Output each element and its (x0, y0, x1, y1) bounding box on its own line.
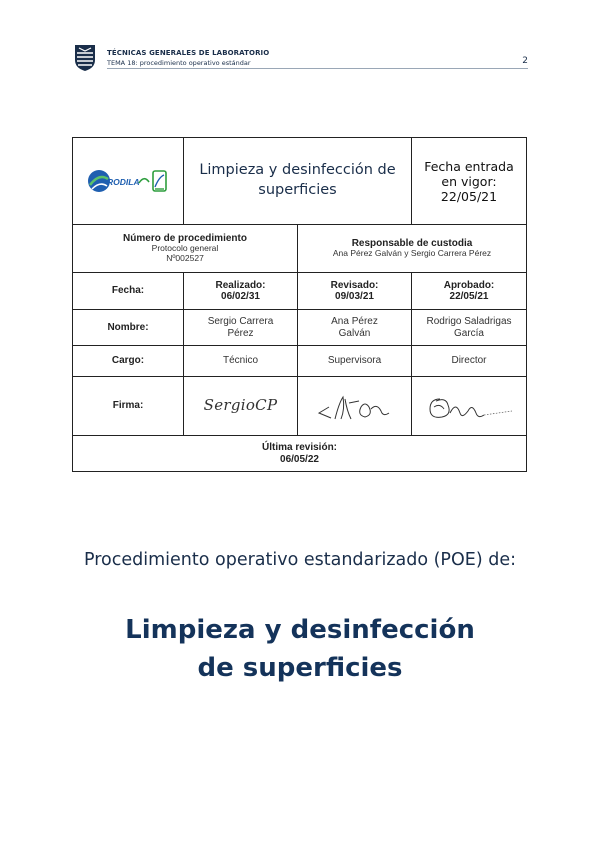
company-logo (73, 138, 183, 224)
reviewed-date-cell (298, 273, 411, 309)
reviewed-role-cell (298, 346, 411, 376)
shield-logo-icon (73, 44, 97, 72)
reviewed-label: Revisado: (330, 279, 379, 291)
approved-role-cell (412, 346, 526, 376)
approved-name-cell (412, 310, 526, 345)
header-subtitle: TEMA 18: procedimiento operativo estándar (107, 59, 251, 67)
approved-signature-icon (422, 389, 516, 423)
made-date-cell (184, 273, 297, 309)
approved-date: 22/05/21 (449, 291, 489, 302)
procedure-type: Protocolo general (151, 243, 219, 254)
name-row-label: Nombre: (107, 321, 149, 333)
date-row-label: Fecha: (111, 285, 145, 297)
rodila-logo-icon (86, 159, 170, 203)
document-title: Limpieza y desinfección de superficies (199, 162, 396, 198)
poe-intro: Procedimiento operativo estandarizado (POE) de: (84, 550, 516, 570)
date-row-label-cell (73, 273, 183, 309)
procedure-number: Nº002527 (166, 253, 204, 264)
effective-date-label: Fecha entrada en vigor: (424, 158, 514, 189)
logo-text: RODILA (107, 177, 140, 187)
page-header (73, 44, 528, 72)
role-row-label: Cargo: (111, 355, 145, 367)
signature-row-label-cell (73, 377, 183, 435)
made-signature-cell (184, 377, 297, 435)
effective-date-cell (412, 138, 526, 224)
last-revision-date: 06/05/22 (280, 453, 319, 465)
role-row-label-cell (73, 346, 183, 376)
name-row-label-cell (73, 310, 183, 345)
last-revision-label: Última revisión: (261, 442, 338, 453)
reviewed-role: Supervisora (327, 355, 382, 367)
made-date: 06/02/31 (221, 291, 260, 302)
custody-cell (298, 225, 526, 272)
procedure-number-cell (73, 225, 297, 272)
approved-name: Rodrigo Saladrigas García (426, 316, 512, 339)
approved-role: Director (451, 355, 487, 367)
header-title: TÉCNICAS GENERALES DE LABORATORIO (107, 49, 270, 57)
last-revision-cell (73, 436, 526, 471)
made-role: Técnico (222, 355, 258, 367)
made-name: Sergio Carrera Pérez (207, 316, 274, 339)
made-signature: SergioCP (203, 396, 278, 415)
header-divider (107, 68, 528, 69)
signature-row-label: Firma: (112, 400, 144, 412)
reviewed-name-cell (298, 310, 411, 345)
made-role-cell (184, 346, 297, 376)
reviewed-date: 09/03/21 (335, 291, 374, 302)
custody-names: Ana Pérez Galván y Sergio Carrera Pérez (332, 248, 492, 259)
main-title (0, 612, 600, 687)
effective-date-value: 22/05/21 (440, 188, 498, 204)
approved-label: Aprobado: (443, 279, 495, 291)
document-title-cell (184, 138, 411, 224)
procedure-number-label: Número de procedimiento (123, 232, 247, 244)
main-title-text: Limpieza y desinfección de superficies (125, 615, 475, 683)
page-number: 2 (522, 56, 528, 66)
approved-date-cell (412, 273, 526, 309)
made-label: Realizado: (215, 279, 266, 291)
custody-label: Responsable de custodia (351, 237, 473, 249)
approved-signature-cell (412, 377, 526, 435)
reviewed-name: Ana Pérez Galván (331, 316, 378, 339)
reviewed-signature-icon (315, 389, 395, 423)
reviewed-signature-cell (298, 377, 411, 435)
procedure-table (72, 137, 527, 472)
made-name-cell (184, 310, 297, 345)
